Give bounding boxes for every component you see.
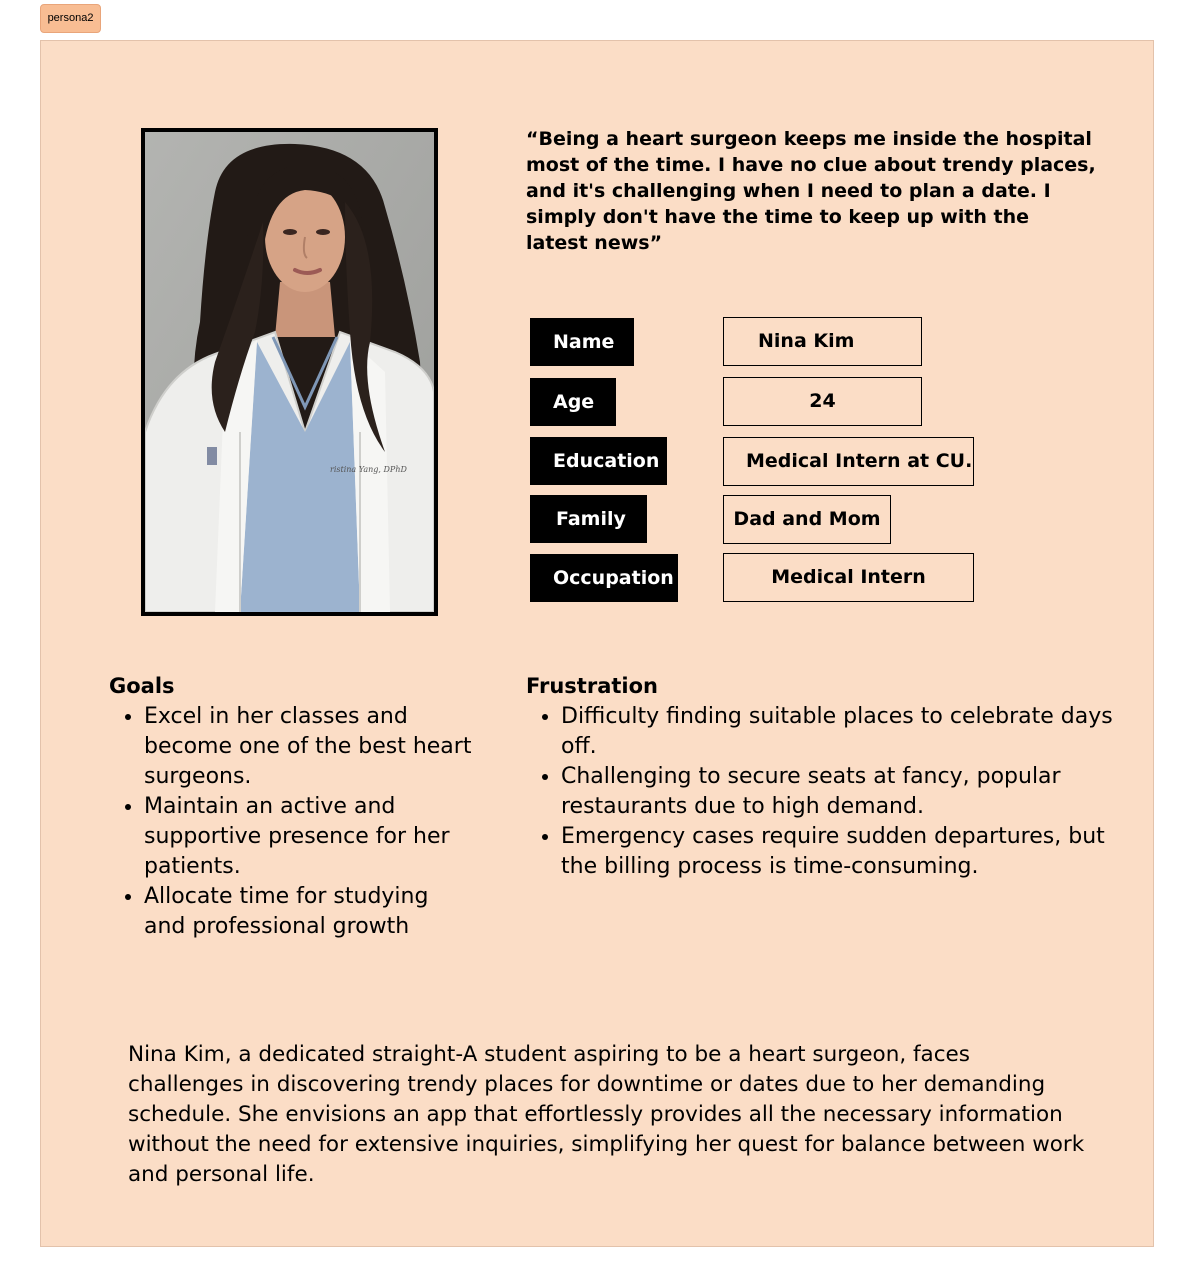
doctor-portrait-illustration — [145, 132, 434, 612]
frustration-item: • Difficulty finding suitable places to celebrate days off. — [561, 702, 1126, 762]
persona-card — [40, 40, 1154, 1247]
frustration-item: • Challenging to secure seats at fancy, popular restaurants due to high demand. — [561, 762, 1126, 822]
goal-item: • Excel in her classes and become one of the best heart surgeons. — [144, 702, 474, 792]
family-label: Family — [530, 495, 647, 543]
frustration-title: Frustration — [526, 674, 658, 698]
goals-title: Goals — [109, 674, 175, 698]
education-value: Medical Intern at CU. — [723, 437, 974, 486]
family-value: Dad and Mom — [723, 495, 891, 544]
frustration-item: • Emergency cases require sudden departures, but the billing process is time-consuming. — [561, 822, 1126, 882]
education-label: Education — [530, 437, 667, 485]
persona-quote: “Being a heart surgeon keeps me inside the hospital most of the time. I have no clue about trendy places, and it's challenging when I need to plan a date. I simply don't have the time to keep up with the latest news” — [526, 128, 1096, 254]
age-value: 24 — [723, 377, 922, 426]
occupation-label: Occupation — [530, 554, 678, 602]
name-value: Nina Kim — [723, 317, 922, 366]
name-label: Name — [530, 318, 634, 366]
goals-list — [109, 702, 474, 942]
coat-name-tag: ristina Yang, DPhD — [330, 465, 407, 474]
goal-item: • Allocate time for studying and professional growth — [144, 882, 474, 942]
persona-summary: Nina Kim, a dedicated straight-A student aspiring to be a heart surgeon, faces challenges in discovering trendy places for downtime or dates due to her demanding schedule. She envisions an app that effortlessly provides all the necessary information without the need for extensive inquiries, simplifying her quest for balance between work and personal life. — [128, 1042, 1085, 1187]
persona-photo — [141, 128, 438, 616]
frustration-list — [526, 702, 1126, 882]
age-label: Age — [530, 378, 616, 426]
occupation-value: Medical Intern — [723, 553, 974, 602]
frame-tag[interactable]: persona2 — [40, 4, 101, 33]
goal-item: • Maintain an active and supportive presence for her patients. — [144, 792, 474, 882]
